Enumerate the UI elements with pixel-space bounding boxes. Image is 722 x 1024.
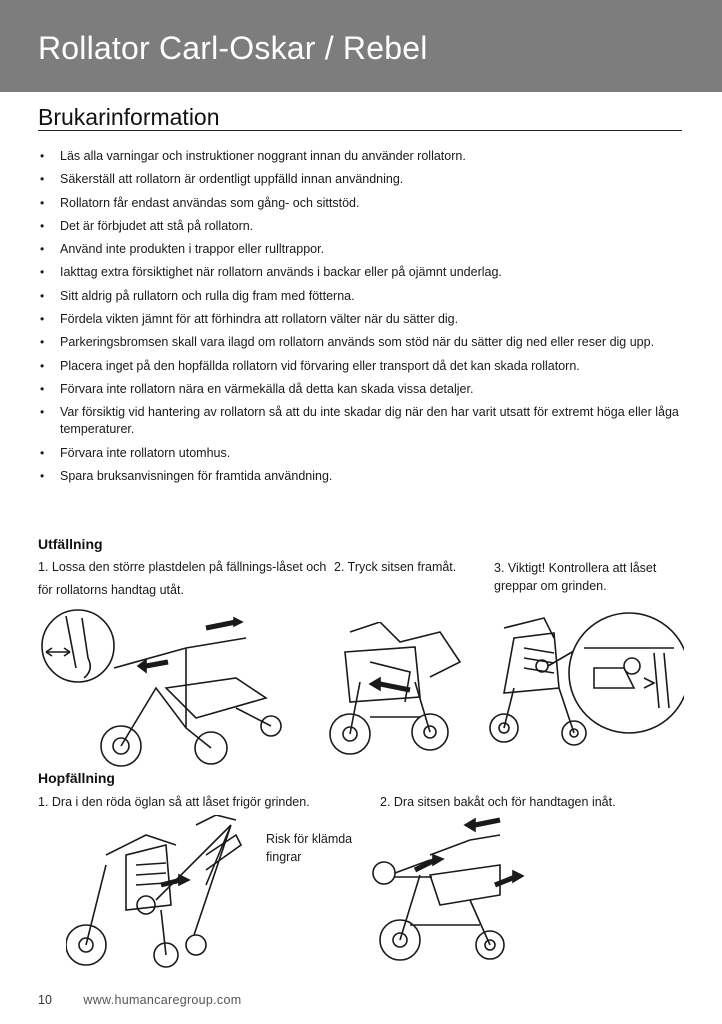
folding-step-2: 2. Dra sitsen bakåt och för handtagen inåt. <box>380 795 616 809</box>
section-divider <box>38 130 682 131</box>
list-item: • Förvara inte rollatorn utomhus. <box>40 445 231 460</box>
folding-heading: Hopfällning <box>38 770 115 786</box>
bullet-icon: • <box>40 195 45 210</box>
list-item: • Placera inget på den hopfällda rollatorn vid förvaring eller transport då det kan skada rollatorn. <box>40 358 580 373</box>
list-item: • Sitt aldrig på rullatorn och rulla dig fram med fötterna. <box>40 288 355 303</box>
bullet-icon: • <box>40 381 45 396</box>
list-item: • Säkerställ att rollatorn är ordentligt uppfälld innan användning. <box>40 172 404 187</box>
page-number: 10 <box>38 993 52 1007</box>
warning-note: Risk för klämda fingrar <box>266 832 353 864</box>
list-item: • Iakttag extra försiktighet när rollatorn används i backar eller på ojämnt underlag. <box>40 265 502 280</box>
unfolding-step-1: 1. Lossa den större plastdelen på fällnings-låset och för rollatorns handtag utåt. <box>38 560 327 597</box>
page-title: Rollator Carl-Oskar / Rebel <box>38 30 428 66</box>
list-item: • Var försiktig vid hantering av rollatorn så att du inte skadar dig när den har varit utsatt för extremt höga eller låga temperaturer. <box>40 405 679 437</box>
folding-step-1: 1. Dra i den röda öglan så att låset frigör grinden. <box>38 795 310 809</box>
rollator-illustration <box>320 622 470 757</box>
bullet-icon: • <box>40 445 45 460</box>
bullet-icon: • <box>40 265 45 280</box>
bullet-icon: • <box>40 288 45 303</box>
rollator-illustration <box>36 608 296 768</box>
footer-url[interactable]: www.humancaregroup.com <box>83 993 242 1007</box>
bullet-icon: • <box>40 172 45 187</box>
safety-list <box>38 148 688 491</box>
list-item: • Fördela vikten jämnt för att förhindra att rollatorn välter när du sätter dig. <box>40 312 459 327</box>
unfolding-heading: Utfällning <box>38 536 103 552</box>
page-footer <box>38 993 241 1007</box>
list-item: • Spara bruksanvisningen för framtida användning. <box>40 468 333 483</box>
unfolding-step-3: 3. Viktigt! Kontrollera att låset greppar om grinden. <box>494 561 657 593</box>
list-item: • Rollatorn får endast användas som gång- och sittstöd. <box>40 195 360 210</box>
list-item: • Använd inte produkten i trappor eller rulltrappor. <box>40 242 325 257</box>
bullet-icon: • <box>40 335 45 350</box>
bullet-icon: • <box>40 468 45 483</box>
bullet-icon: • <box>40 218 45 233</box>
bullet-icon: • <box>40 149 45 163</box>
rollator-illustration <box>66 815 256 973</box>
bullet-icon: • <box>40 242 45 257</box>
bullet-icon: • <box>40 312 45 327</box>
bullet-icon: • <box>40 358 45 373</box>
rollator-illustration <box>370 815 540 975</box>
section-title: Brukarinformation <box>38 104 220 130</box>
rollator-illustration <box>484 608 684 748</box>
list-item: • Läs alla varningar och instruktioner noggrant innan du använder rollatorn. <box>40 149 466 163</box>
unfolding-step-2: 2. Tryck sitsen framåt. <box>334 560 457 574</box>
list-item: • Förvara inte rollatorn nära en värmekälla då detta kan skada vissa detaljer. <box>40 381 474 396</box>
list-item: • Parkeringsbromsen skall vara ilagd om rollatorn används som stöd när du sätter dig ned eller reser dig upp. <box>40 335 655 350</box>
page-header <box>0 0 722 92</box>
bullet-icon: • <box>40 405 45 420</box>
list-item: • Det är förbjudet att stå på rollatorn. <box>40 218 254 233</box>
